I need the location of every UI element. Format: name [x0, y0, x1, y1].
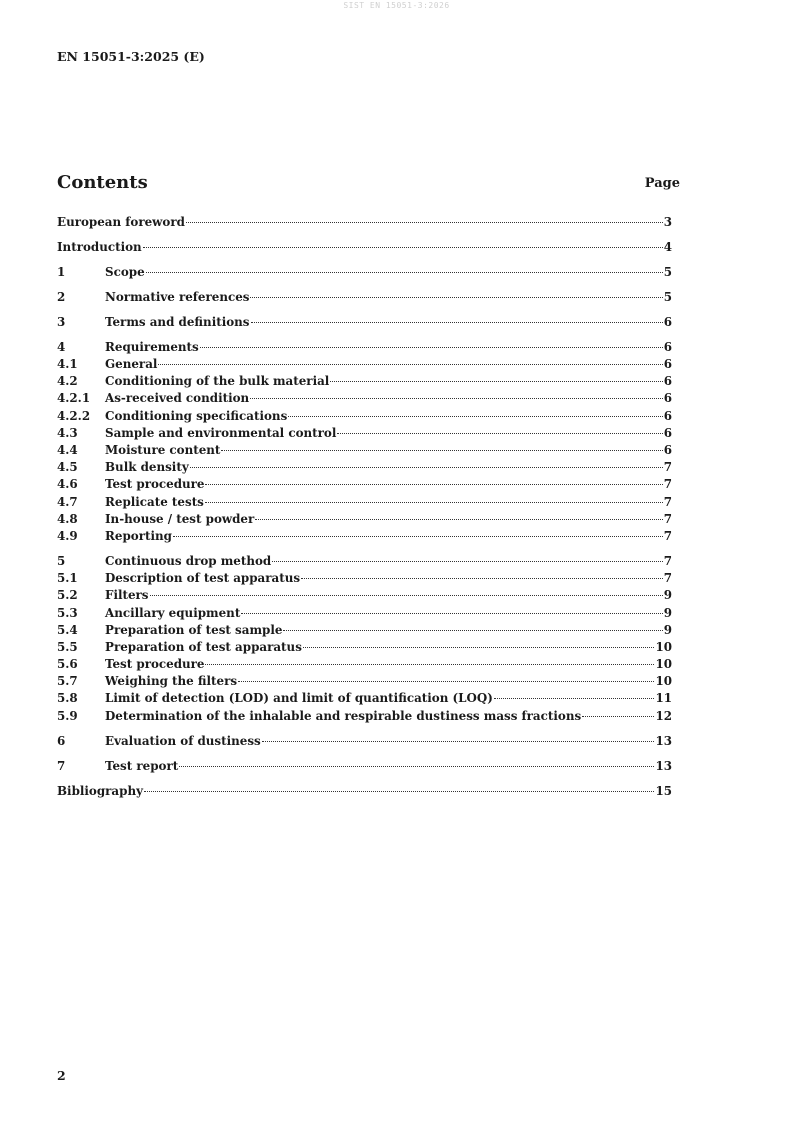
toc-entry-number: 5.4	[57, 622, 78, 637]
toc-entry-number: 4.2	[57, 374, 78, 389]
toc-entry-page: 10	[655, 674, 672, 689]
dot-leader	[179, 766, 654, 767]
toc-entry-number: 5.7	[57, 674, 78, 689]
toc-entry-number: 5.9	[57, 708, 78, 723]
toc-entry-title: Ancillary equipment	[105, 605, 241, 620]
toc-entry[interactable]	[57, 340, 672, 357]
toc-entry-title: European foreword	[57, 215, 185, 229]
toc-entry-title: Scope	[105, 264, 145, 279]
dot-leader	[146, 272, 663, 273]
toc-entry[interactable]	[57, 674, 672, 691]
toc-entry-number: 5.3	[57, 605, 78, 620]
toc-entry[interactable]	[57, 709, 672, 726]
dot-leader	[250, 398, 663, 399]
toc-entry-title: Requirements	[105, 339, 199, 354]
toc-entry-title: Filters	[105, 588, 149, 603]
dot-leader	[205, 664, 654, 665]
dot-leader	[200, 347, 663, 348]
toc-entry-number: 7	[57, 758, 66, 773]
dot-leader	[494, 698, 655, 699]
toc-entry[interactable]	[57, 512, 672, 529]
toc-entry[interactable]	[57, 784, 672, 801]
toc-entry-number: 5.1	[57, 571, 78, 586]
toc-entry-page: 4	[663, 239, 672, 254]
toc-entry-title: In-house / test powder	[105, 511, 255, 526]
toc-entry-title: As-received condition	[105, 391, 250, 406]
toc-entry[interactable]	[57, 734, 672, 751]
dot-leader	[303, 647, 655, 648]
dot-leader	[262, 741, 655, 742]
toc-entry-title: Determination of the inhalable and respirable dustiness mass fractions	[105, 708, 582, 723]
toc-entry-title: Test procedure	[105, 477, 205, 492]
dot-leader	[190, 467, 663, 468]
toc-entry-number: 4.2.1	[57, 391, 91, 406]
toc-entry-title: Bulk density	[105, 460, 189, 475]
dot-leader	[283, 630, 662, 631]
toc-entry[interactable]	[57, 477, 672, 494]
toc-entry-title: Reporting	[105, 528, 172, 543]
page-column-label: Page	[644, 176, 680, 191]
toc-entry-number: 5.6	[57, 657, 78, 672]
dot-leader	[173, 536, 663, 537]
toc-entry-number: 4.2.2	[57, 408, 91, 423]
toc-entry-page: 6	[663, 314, 672, 329]
toc-entry-title: Weighing the filters	[105, 674, 238, 689]
toc-entry-page: 7	[663, 477, 672, 492]
toc-entry-page: 7	[663, 571, 672, 586]
toc-entry-page: 6	[663, 443, 672, 458]
toc-entry-title: Evaluation of dustiness	[105, 733, 261, 748]
toc-entry[interactable]	[57, 443, 672, 460]
toc-entry-page: 10	[655, 639, 672, 654]
dot-leader	[186, 222, 663, 223]
dot-leader	[582, 716, 654, 717]
toc-entry-title: Conditioning of the bulk material	[105, 374, 330, 389]
contents-heading: Contents	[57, 172, 148, 193]
toc-entry[interactable]	[57, 265, 672, 282]
toc-entry-title: General	[105, 357, 158, 372]
dot-leader	[272, 561, 662, 562]
toc-entry-number: 4.3	[57, 425, 78, 440]
toc-entry-page: 6	[663, 391, 672, 406]
toc-entry-page: 9	[663, 588, 672, 603]
toc-entry-page: 7	[663, 528, 672, 543]
toc-entry[interactable]	[57, 554, 672, 571]
dot-leader	[255, 519, 662, 520]
toc-entry-title: Preparation of test apparatus	[105, 639, 302, 654]
dot-leader	[205, 484, 662, 485]
toc-entry-page: 6	[663, 374, 672, 389]
toc-entry-number: 4.9	[57, 528, 78, 543]
toc-entry-page: 9	[663, 622, 672, 637]
toc-entry-page: 12	[655, 708, 672, 723]
toc-entry[interactable]	[57, 426, 672, 443]
toc-entry[interactable]	[57, 357, 672, 374]
toc-entry-page: 6	[663, 357, 672, 372]
toc-entry[interactable]	[57, 460, 672, 477]
toc-entry[interactable]	[57, 315, 672, 332]
toc-entry[interactable]	[57, 606, 672, 623]
toc-entry-title: Sample and environmental control	[105, 425, 337, 440]
toc-entry-title: Bibliography	[57, 783, 143, 798]
toc-entry-title: Replicate tests	[105, 494, 204, 509]
toc-entry-page: 7	[663, 494, 672, 509]
dot-leader	[144, 791, 654, 792]
toc-entry-page: 6	[663, 339, 672, 354]
toc-entry[interactable]	[57, 290, 672, 307]
toc-entry-page: 5	[663, 289, 672, 304]
toc-entry[interactable]	[57, 588, 672, 605]
toc-entry-page: 6	[663, 425, 672, 440]
toc-entry[interactable]	[57, 640, 672, 657]
toc-entry[interactable]	[57, 657, 672, 674]
dot-leader	[158, 364, 662, 365]
toc-entry-title: Terms and definitions	[105, 314, 250, 329]
toc-entry-number: 4.8	[57, 511, 78, 526]
dot-leader	[301, 578, 663, 579]
toc-entry[interactable]	[57, 759, 672, 776]
toc-entry-number: 5.8	[57, 691, 78, 706]
toc-entry-title: Description of test apparatus	[105, 571, 301, 586]
toc-entry-page: 3	[663, 215, 672, 229]
dot-leader	[330, 381, 662, 382]
dot-leader	[250, 297, 662, 298]
toc-entry-page: 15	[655, 783, 672, 798]
page-number: 2	[57, 1068, 66, 1083]
toc-entry[interactable]	[57, 374, 672, 391]
dot-leader	[143, 247, 663, 248]
dot-leader	[251, 322, 663, 323]
toc-entry-page: 10	[655, 657, 672, 672]
toc-entry-number: 4.7	[57, 494, 78, 509]
toc-entry-title: Test report	[105, 758, 179, 773]
toc-entry-number: 1	[57, 264, 66, 279]
dot-leader	[221, 450, 662, 451]
toc-entry[interactable]	[57, 495, 672, 512]
document-id-header: EN 15051-3:2025 (E)	[57, 49, 205, 64]
toc-entry[interactable]	[57, 623, 672, 640]
toc-entry-number: 4.5	[57, 460, 78, 475]
toc-entry-page: 6	[663, 408, 672, 423]
toc-entry-number: 5.5	[57, 639, 78, 654]
toc-entry-number: 4.4	[57, 443, 78, 458]
dot-leader	[288, 416, 662, 417]
toc-entry-title: Limit of detection (LOD) and limit of quantification (LOQ)	[105, 691, 493, 706]
toc-entry-page: 13	[655, 758, 672, 773]
toc-entry-page: 5	[663, 264, 672, 279]
toc-entry-title: Introduction	[57, 239, 142, 254]
toc-entry-number: 6	[57, 733, 66, 748]
toc-entry-page: 13	[655, 733, 672, 748]
dot-leader	[238, 681, 654, 682]
toc-entry-number: 5.2	[57, 588, 78, 603]
dot-leader	[241, 613, 662, 614]
dot-leader	[205, 502, 663, 503]
table-of-contents	[57, 215, 672, 801]
toc-entry-title: Continuous drop method	[105, 553, 272, 568]
toc-entry-page: 9	[663, 605, 672, 620]
watermark: SIST EN 15051-3:2026	[343, 1, 450, 10]
toc-entry[interactable]	[57, 409, 672, 426]
dot-leader	[337, 433, 662, 434]
toc-entry-page: 7	[663, 511, 672, 526]
toc-entry-number: 4.1	[57, 357, 78, 372]
toc-entry-title: Moisture content	[105, 443, 221, 458]
toc-entry-page: 11	[655, 691, 672, 706]
toc-entry-number: 2	[57, 289, 66, 304]
toc-entry[interactable]	[57, 240, 672, 257]
toc-entry-number: 5	[57, 553, 66, 568]
toc-entry-page: 7	[663, 553, 672, 568]
toc-entry-title: Test procedure	[105, 657, 205, 672]
toc-entry[interactable]	[57, 571, 672, 588]
toc-entry-number: 4	[57, 339, 66, 354]
toc-entry-number: 3	[57, 314, 66, 329]
dot-leader	[150, 595, 663, 596]
toc-entry-title: Preparation of test sample	[105, 622, 283, 637]
toc-entry-title: Normative references	[105, 289, 250, 304]
toc-entry[interactable]	[57, 691, 672, 708]
toc-entry-number: 4.6	[57, 477, 78, 492]
toc-entry-title: Conditioning specifications	[105, 408, 288, 423]
toc-entry[interactable]	[57, 215, 672, 232]
toc-entry[interactable]	[57, 391, 672, 408]
toc-entry-page: 7	[663, 460, 672, 475]
toc-entry[interactable]	[57, 529, 672, 546]
